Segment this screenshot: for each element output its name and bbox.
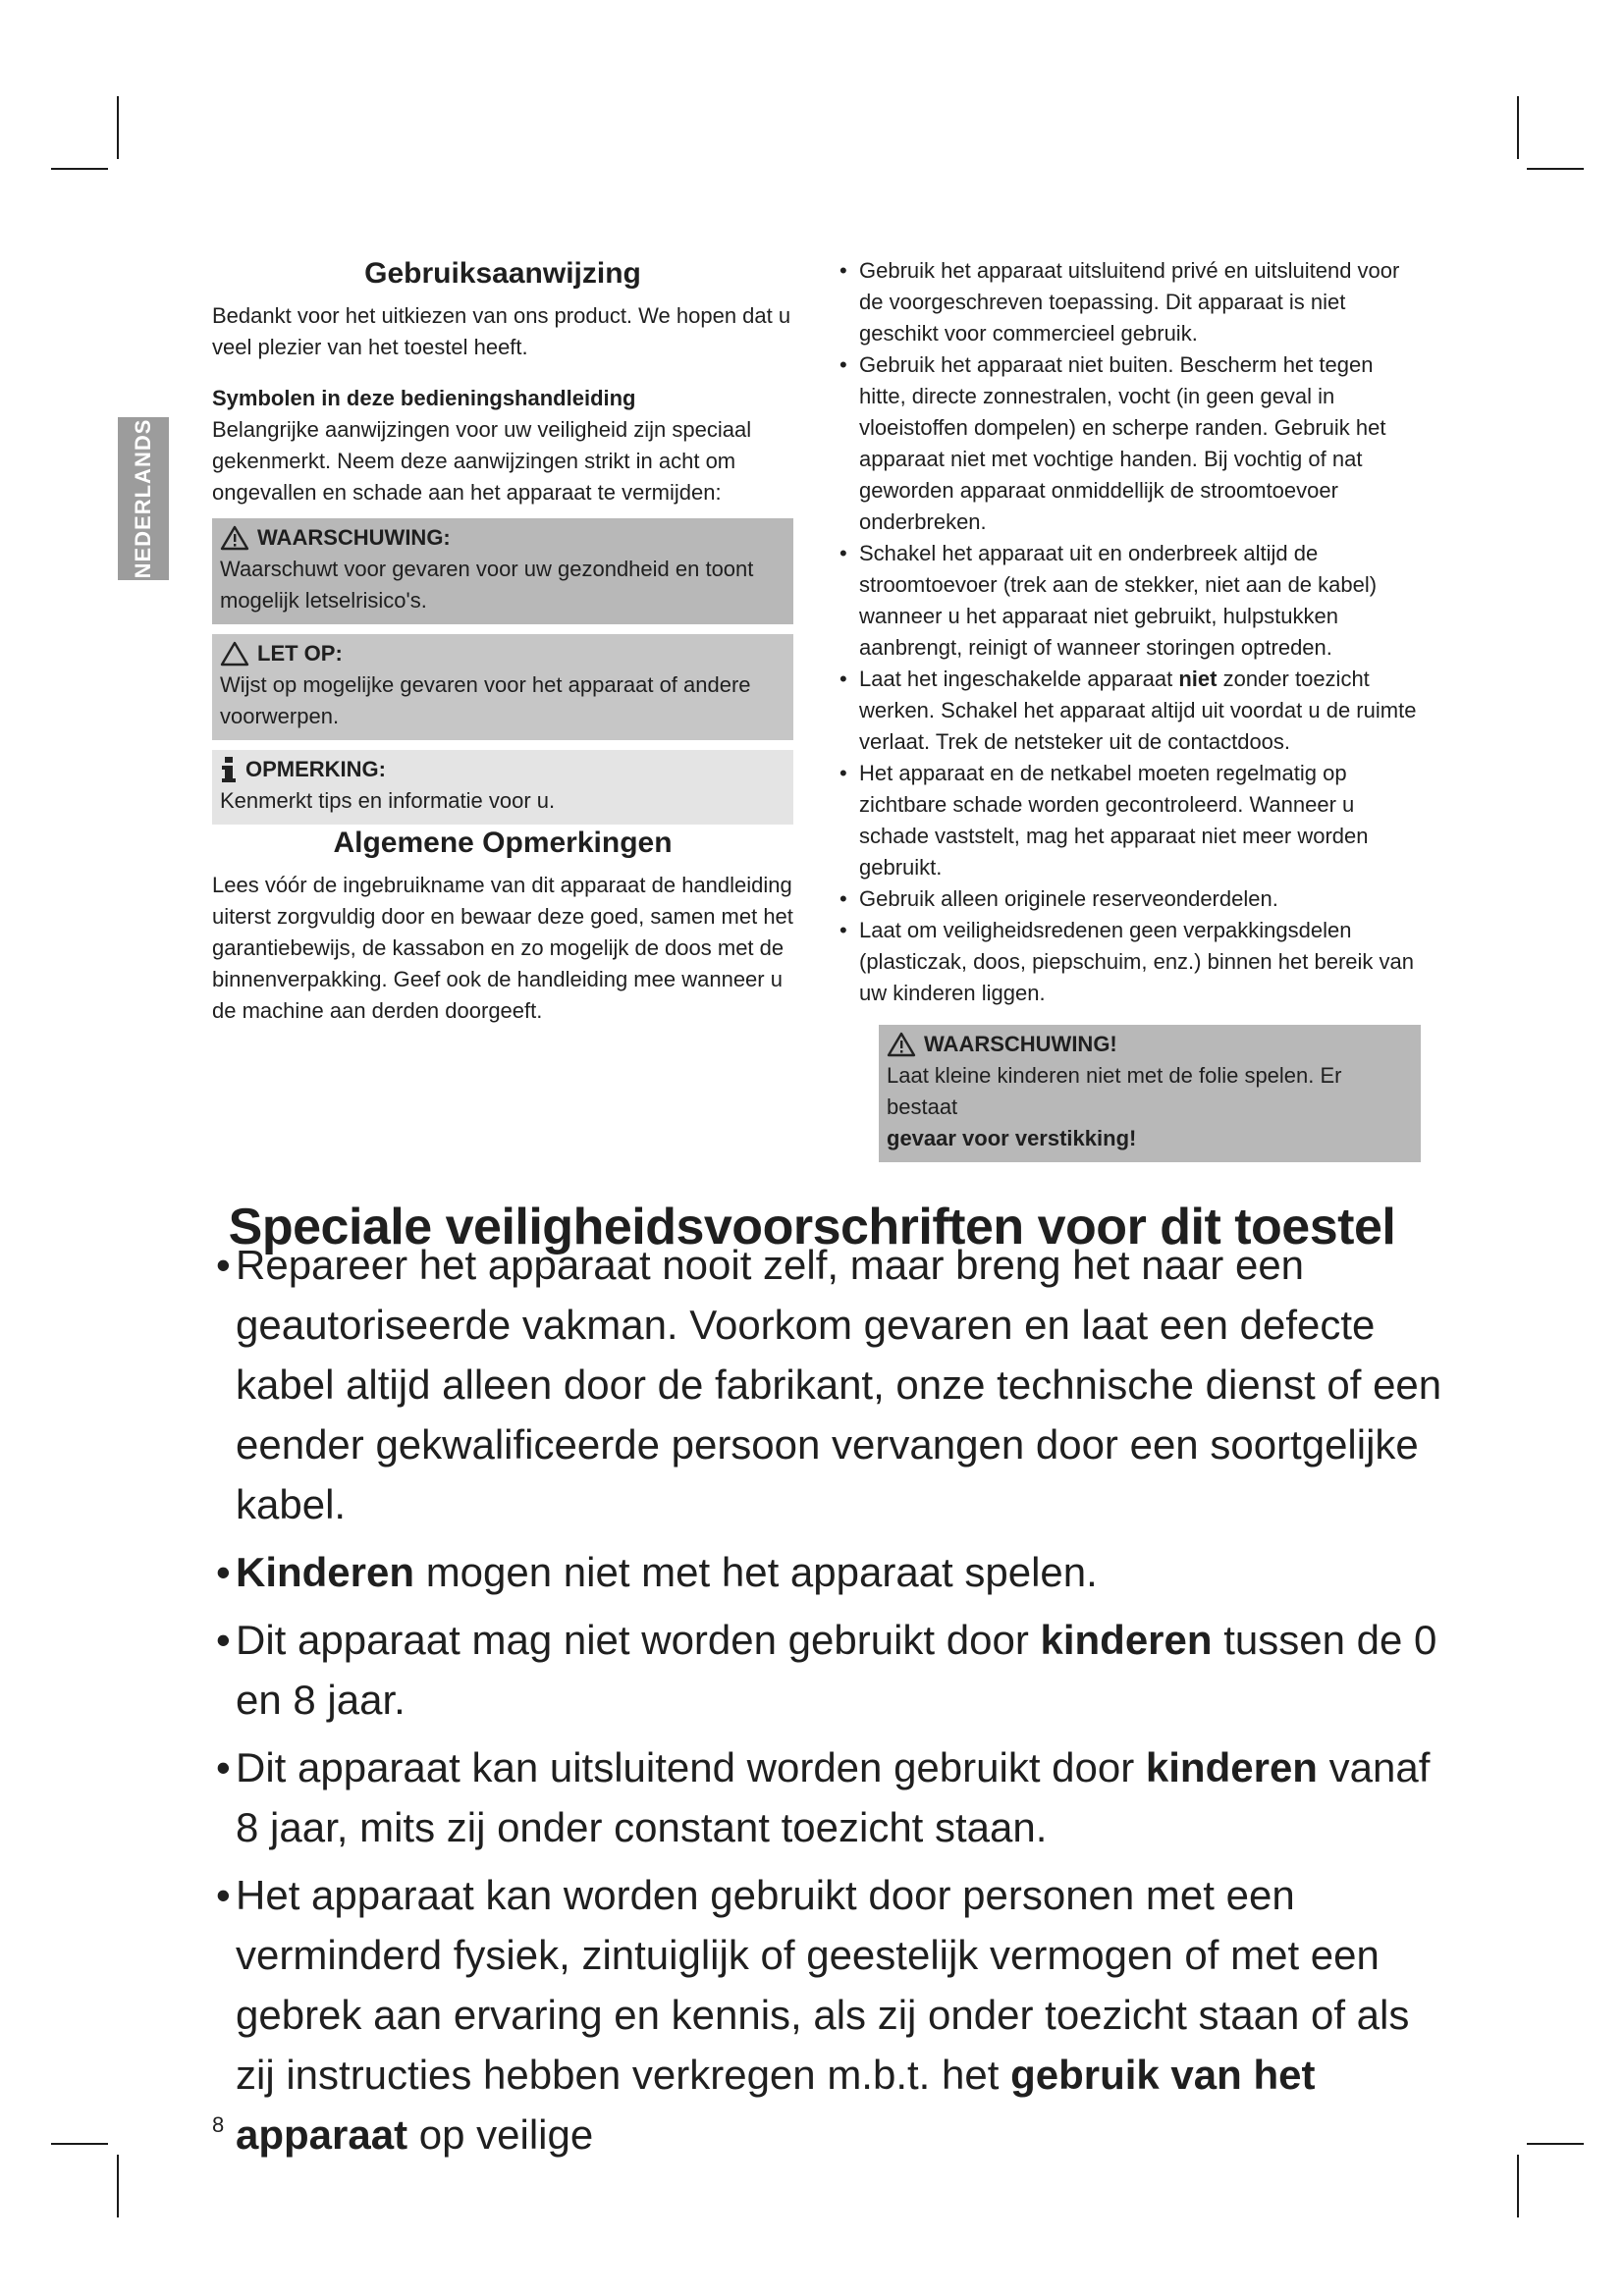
intro-text: Bedankt voor het uitkiezen van ons product. We hopen dat u veel plezier van het toestel heeft. (212, 303, 791, 359)
list-item: • Gebruik het apparaat niet buiten. Bescherm het tegen hitte, directe zonnestralen, vocht (in geen geval in vloeistoffen dompelen) en scherpe randen. Gebruik het apparaat niet met vochtige handen. Bij vochtig of nat geworden apparaat onmiddellijk de stroomtoevoer onderbreken. (836, 349, 1421, 538)
list-item-emphasis: kinderen (1145, 1744, 1318, 1790)
list-item (212, 1610, 1449, 1730)
list-item (212, 1865, 1449, 2164)
list-item: • Het apparaat en de netkabel moeten regelmatig op zichtbare schade worden gecontroleerd. Wanneer u schade vaststelt, mag het apparaat niet meer worden gebruikt. (836, 758, 1421, 883)
list-item-text: mogen niet met het apparaat spelen. (414, 1549, 1098, 1595)
crop-mark (1527, 2143, 1584, 2145)
note-box (212, 750, 793, 825)
section-title-instructions: Gebruiksaanwijzing (364, 257, 641, 290)
page-number: 8 (212, 2112, 225, 2137)
crop-mark (117, 96, 119, 159)
left-column (212, 255, 793, 1027)
crop-mark (51, 168, 108, 170)
info-icon (220, 756, 238, 783)
right-column (836, 255, 1421, 1162)
list-item-text: Laat het ingeschakelde apparaat (859, 667, 1179, 691)
list-item-text: vanaf 8 jaar, mits zij onder constant toezicht staan. (236, 1744, 1431, 1850)
list-item: • Schakel het apparaat uit en onderbreek altijd de stroomtoevoer (trek aan de stekker, niet aan de kabel) wanneer u het apparaat niet gebruikt, hulpstukken aanbrengt, reinigt of wanneer storingen optreden. (836, 538, 1421, 664)
list-item-text: Het apparaat kan worden gebruikt door personen met een verminderd fysiek, zintuiglijk of geestelijk vermogen of met een gebrek aan ervaring en kennis, als zij onder toezicht staan of als zij instructies hebben verkregen m.b.t. het (236, 1872, 1410, 2098)
warning-triangle-icon (220, 525, 249, 551)
list-item: • Repareer het apparaat nooit zelf, maar breng het naar een geautoriseerde vakman. Voorkom gevaren en laat een defecte kabel altijd alleen door de fabrikant, onze technische dienst of een eender gekwalificeerde persoon vervangen door een soortgelijke kabel. (212, 1235, 1449, 1534)
packaging-warning-body: Laat kleine kinderen niet met de folie spelen. Er bestaat (887, 1063, 1342, 1119)
warning-triangle-icon (887, 1032, 916, 1057)
list-item-text: tussen de 0 en 8 jaar. (236, 1617, 1437, 1723)
warning-box (212, 518, 793, 624)
packaging-warning-emphasis: gevaar voor verstikking! (887, 1126, 1137, 1150)
crop-mark (51, 2143, 108, 2145)
special-safety-list (212, 1235, 1449, 2164)
list-item-emphasis: gebruik van het apparaat (236, 2052, 1316, 2158)
section-title-general: Algemene Opmerkingen (333, 827, 673, 859)
caution-title: LET OP: (257, 641, 343, 666)
packaging-warning-text (887, 1060, 1413, 1154)
list-item: • Gebruik het apparaat uitsluitend privé en uitsluitend voor de voorgeschreven toepassing. Dit apparaat is niet geschikt voor commercieel gebruik. (836, 255, 1421, 349)
crop-mark (1527, 168, 1584, 170)
packaging-warning-title: WAARSCHUWING! (924, 1032, 1117, 1056)
note-title: OPMERKING: (245, 757, 386, 781)
crop-mark (117, 2155, 119, 2217)
note-text: Kenmerkt tips en informatie voor u. (220, 788, 556, 813)
warning-title: WAARSCHUWING: (257, 525, 451, 550)
list-item-text: op veilige (407, 2111, 594, 2158)
general-text: Lees vóór de ingebruikname van dit apparaat de handleiding uiterst zorgvuldig door en bewaar deze goed, samen met het garantiebewijs, de kassabon en zo mogelijk de doos met de binnenverpakking. Geef ook de handleiding mee wanneer u de machine aan derden doorgeeft. (212, 873, 793, 1023)
caution-box (212, 634, 793, 740)
special-safety-title: Speciale veiligheidsvoorschriften voor dit toestel (228, 1198, 1396, 1255)
caution-triangle-icon (220, 641, 249, 667)
list-item-emphasis: Kinderen (236, 1549, 415, 1595)
language-tab (118, 417, 169, 580)
list-item (836, 664, 1421, 758)
list-item-text: zonder toezicht werken. Schakel het apparaat altijd uit voordat u de ruimte verlaat. Trek de netsteker uit de contactdoos. (859, 667, 1417, 754)
list-item-emphasis: niet (1178, 667, 1218, 691)
list-item-text: Dit apparaat mag niet worden gebruikt door (236, 1617, 1041, 1663)
crop-mark (1517, 96, 1519, 159)
list-item: • Gebruik alleen originele reserveonderdelen. (836, 883, 1421, 915)
symbols-text: Belangrijke aanwijzingen voor uw veiligheid zijn speciaal gekenmerkt. Neem deze aanwijzingen strikt in acht om ongevallen en schade aan het apparaat te vermijden: (212, 417, 752, 505)
list-item (212, 1542, 1449, 1602)
list-item-emphasis: kinderen (1040, 1617, 1213, 1663)
list-item-text: Dit apparaat kan uitsluitend worden gebruikt door (236, 1744, 1146, 1790)
language-tab-label: NEDERLANDS (131, 418, 155, 579)
caution-text: Wijst op mogelijke gevaren voor het apparaat of andere voorwerpen. (220, 672, 751, 728)
safety-list (836, 255, 1421, 1009)
list-item (212, 1737, 1449, 1857)
symbols-heading: Symbolen in deze bedieningshandleiding (212, 386, 636, 410)
packaging-warning-box (879, 1025, 1421, 1162)
warning-text: Waarschuwt voor gevaren voor uw gezondheid en toont mogelijk letselrisico's. (220, 557, 754, 613)
crop-mark (1517, 2155, 1519, 2217)
list-item: • Laat om veiligheidsredenen geen verpakkingsdelen (plasticzak, doos, piepschuim, enz.) binnen het bereik van uw kinderen liggen. (836, 915, 1421, 1009)
